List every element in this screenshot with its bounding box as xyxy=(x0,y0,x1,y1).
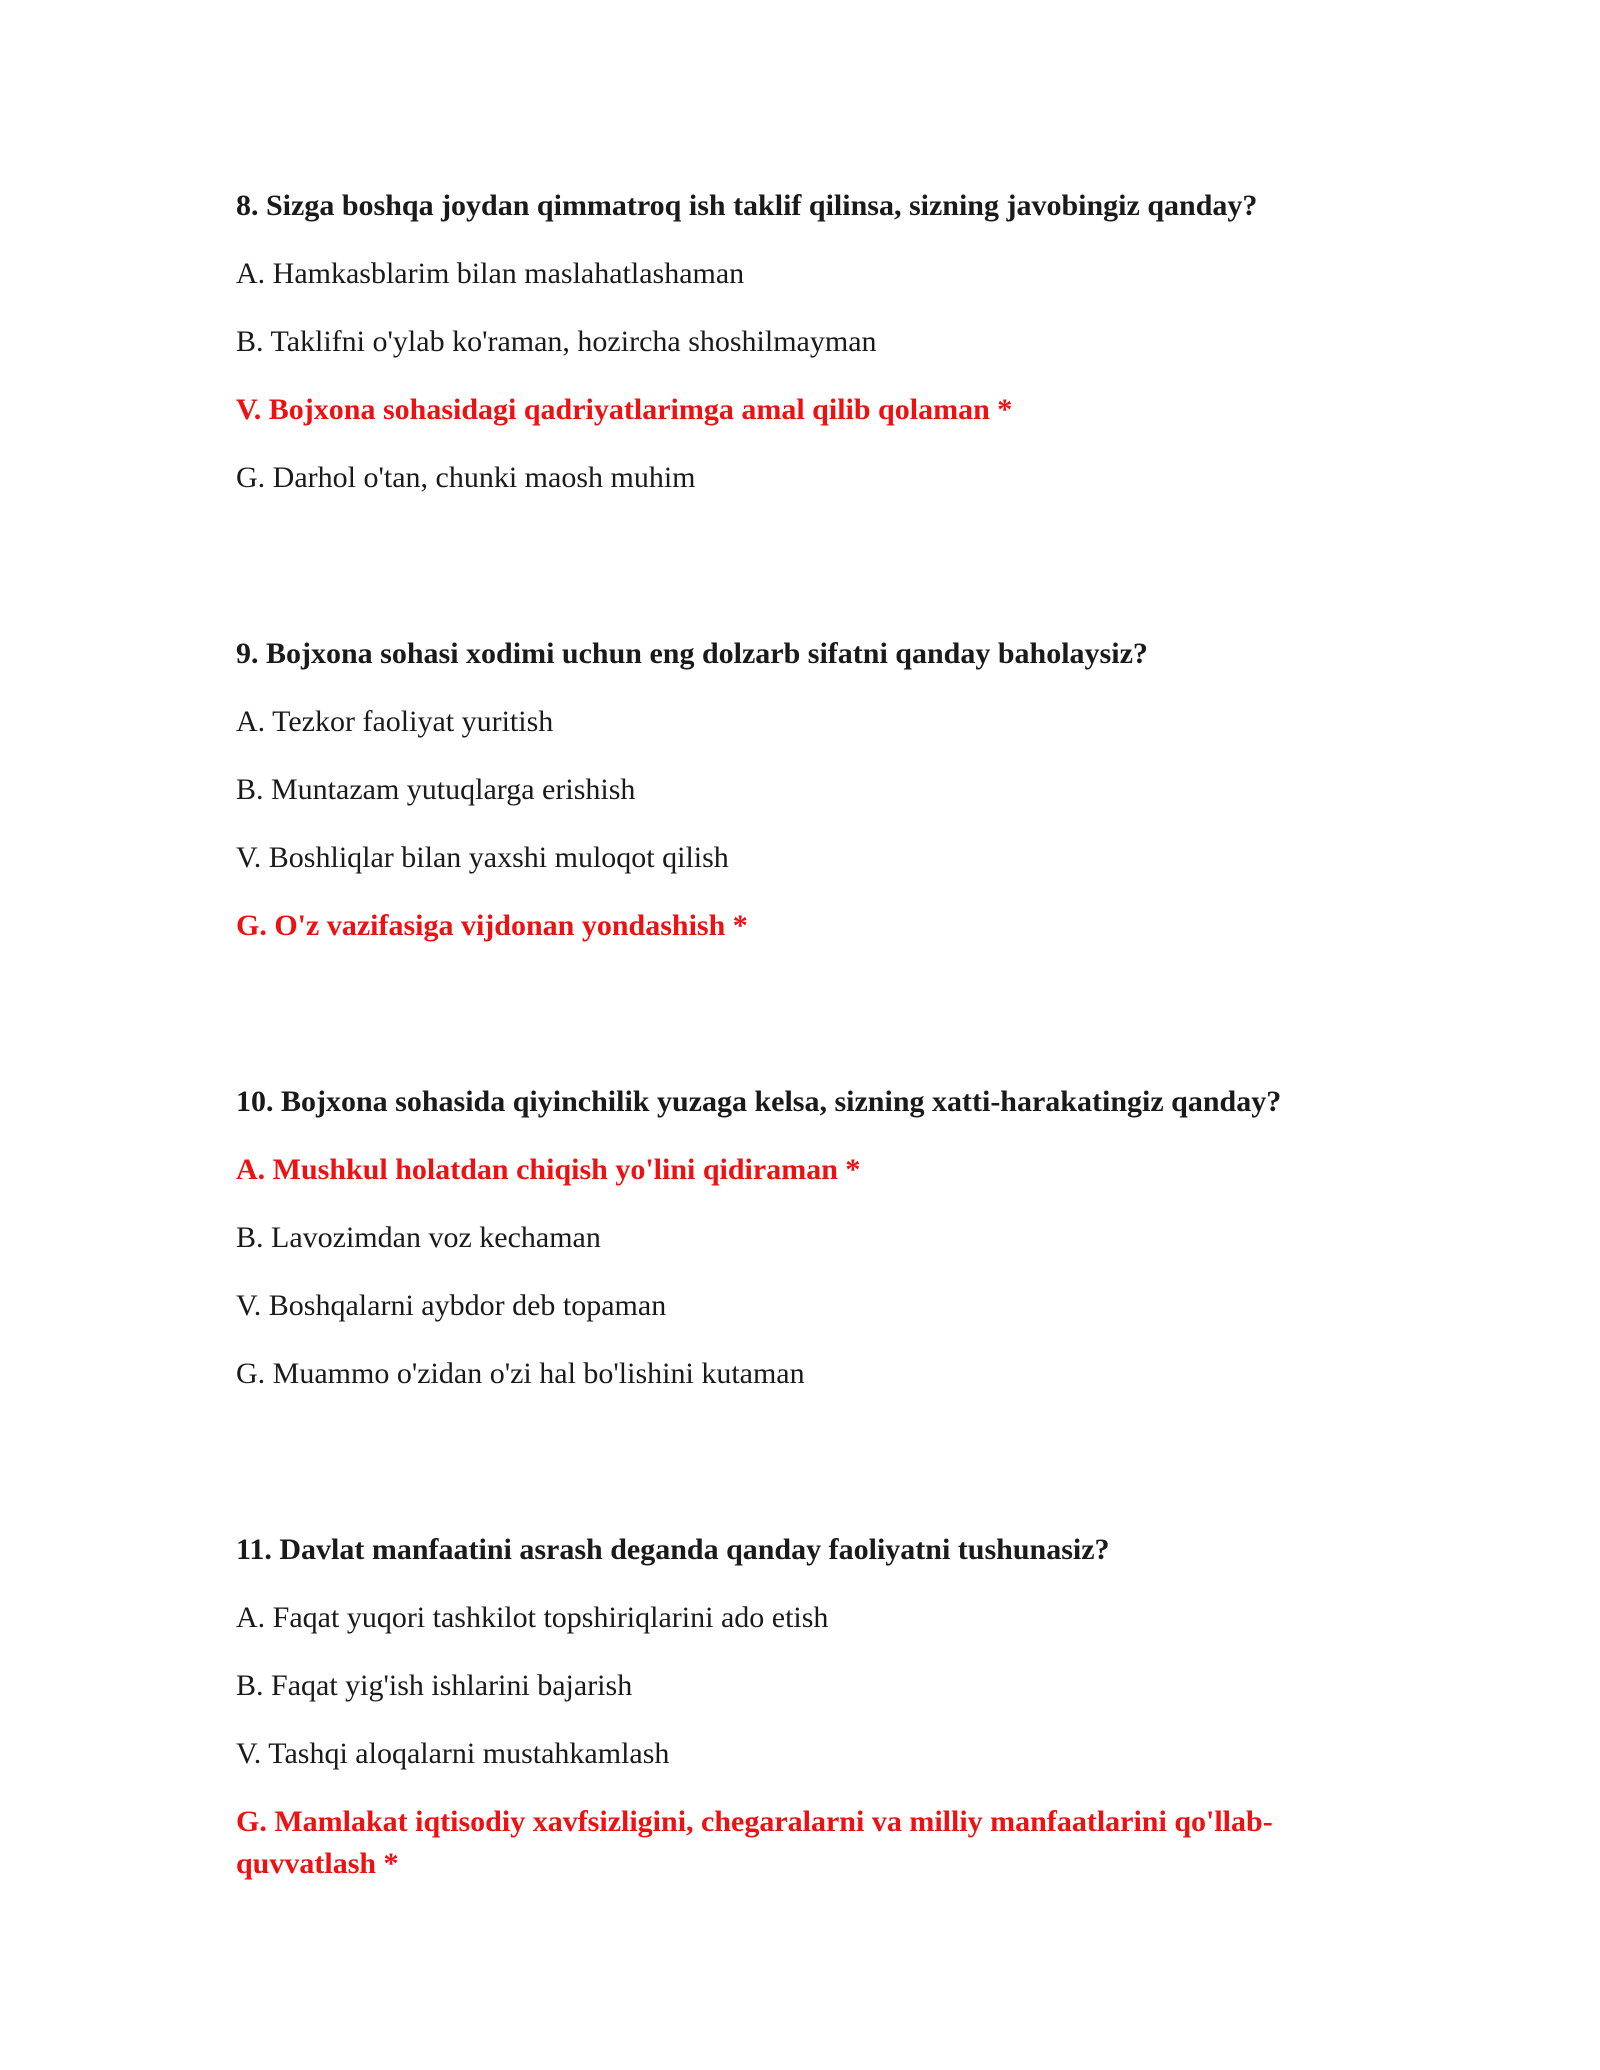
correct-answer-option: G. O'z vazifasiga vijdonan yondashish * xyxy=(236,909,748,942)
correct-answer-option: V. Bojxona sohasidagi qadriyatlarimga amal qilib qolaman * xyxy=(236,393,1013,426)
question-title: 9. Bojxona sohasi xodimi uchun eng dolzarb sifatni qanday baholaysiz? xyxy=(236,637,1148,670)
answer-option: V. Boshqalarni aybdor deb topaman xyxy=(236,1289,667,1322)
question-title: 10. Bojxona sohasida qiyinchilik yuzaga kelsa, sizning xatti-harakatingiz qanday? xyxy=(236,1085,1282,1118)
answer-option: G. Darhol o'tan, chunki maosh muhim xyxy=(236,461,696,494)
question-10 xyxy=(236,1081,1366,1395)
answer-option: V. Boshliqlar bilan yaxshi muloqot qilish xyxy=(236,841,729,874)
question-8 xyxy=(236,185,1366,499)
answer-option: B. Muntazam yutuqlarga erishish xyxy=(236,773,636,806)
correct-answer-option: G. Mamlakat iqtisodiy xavfsizligini, chegaralarni va milliy manfaatlarini qo'llab-quvvatlash * xyxy=(236,1805,1273,1880)
answer-option: A. Tezkor faoliyat yuritish xyxy=(236,705,554,738)
question-title: 11. Davlat manfaatini asrash deganda qanday faoliyatni tushunasiz? xyxy=(236,1533,1110,1566)
answer-option: A. Faqat yuqori tashkilot topshiriqlarini ado etish xyxy=(236,1601,829,1634)
question-title: 8. Sizga boshqa joydan qimmatroq ish taklif qilinsa, sizning javobingiz qanday? xyxy=(236,189,1258,222)
question-9 xyxy=(236,633,1366,947)
answer-option: A. Hamkasblarim bilan maslahatlashaman xyxy=(236,257,745,290)
correct-answer-option: A. Mushkul holatdan chiqish yo'lini qidiraman * xyxy=(236,1153,861,1186)
answer-option: B. Faqat yig'ish ishlarini bajarish xyxy=(236,1669,633,1702)
answer-option: V. Tashqi aloqalarni mustahkamlash xyxy=(236,1737,670,1770)
answer-option: B. Taklifni o'ylab ko'raman, hozircha shoshilmayman xyxy=(236,325,877,358)
question-11 xyxy=(236,1529,1366,1885)
document-page xyxy=(236,185,1366,1885)
answer-option: G. Muammo o'zidan o'zi hal bo'lishini kutaman xyxy=(236,1357,805,1390)
answer-option: B. Lavozimdan voz kechaman xyxy=(236,1221,601,1254)
